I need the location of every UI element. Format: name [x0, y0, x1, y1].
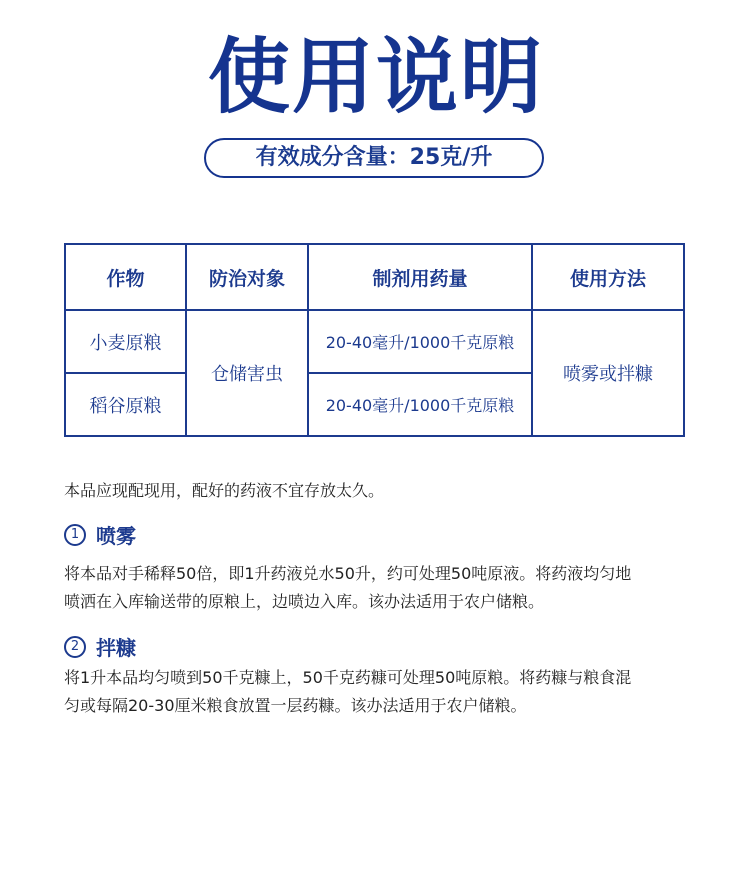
- dose-cell: 20-40毫升/1000千克原粮: [308, 310, 532, 373]
- header-target: 防治对象: [186, 244, 308, 310]
- text-line: 喷洒在入库输送带的原粮上，边喷边入库。该办法适用于农户储粮。: [64, 592, 545, 611]
- crop-cell: 稻谷原粮: [65, 373, 186, 436]
- usage-table: [64, 243, 685, 437]
- step-text-spray: [64, 560, 684, 616]
- usage-note: 本品应现配现用，配好的药液不宜存放太久。: [64, 481, 385, 500]
- table-row: [65, 310, 684, 373]
- crop-cell: 小麦原粮: [65, 310, 186, 373]
- content-label: 有效成分含量：25克/升: [204, 138, 544, 178]
- target-cell: 仓储害虫: [186, 310, 308, 436]
- step-title: 喷雾: [96, 524, 136, 548]
- step-heading-spray: [64, 520, 136, 549]
- table-header-row: [65, 244, 684, 310]
- header-method: 使用方法: [532, 244, 684, 310]
- header-dose: 制剂用药量: [308, 244, 532, 310]
- text-line: 匀或每隔20-30厘米粮食放置一层药糠。该办法适用于农户储粮。: [64, 696, 527, 715]
- number-1-icon: 1: [64, 524, 86, 546]
- step-title: 拌糠: [96, 636, 136, 660]
- text-line: 将本品对手稀释50倍，即1升药液兑水50升，约可处理50吨原液。将药液均匀地: [64, 564, 632, 583]
- step-heading-bran: [64, 632, 136, 661]
- dose-cell: 20-40毫升/1000千克原粮: [308, 373, 532, 436]
- number-2-icon: 2: [64, 636, 86, 658]
- method-cell: 喷雾或拌糠: [532, 310, 684, 436]
- step-text-bran: [64, 664, 684, 720]
- header-crop: 作物: [65, 244, 186, 310]
- page-title: 使用说明: [207, 30, 544, 125]
- text-line: 将1升本品均匀喷到50千克糠上，50千克药糠可处理50吨原粮。将药糠与粮食混: [64, 668, 632, 687]
